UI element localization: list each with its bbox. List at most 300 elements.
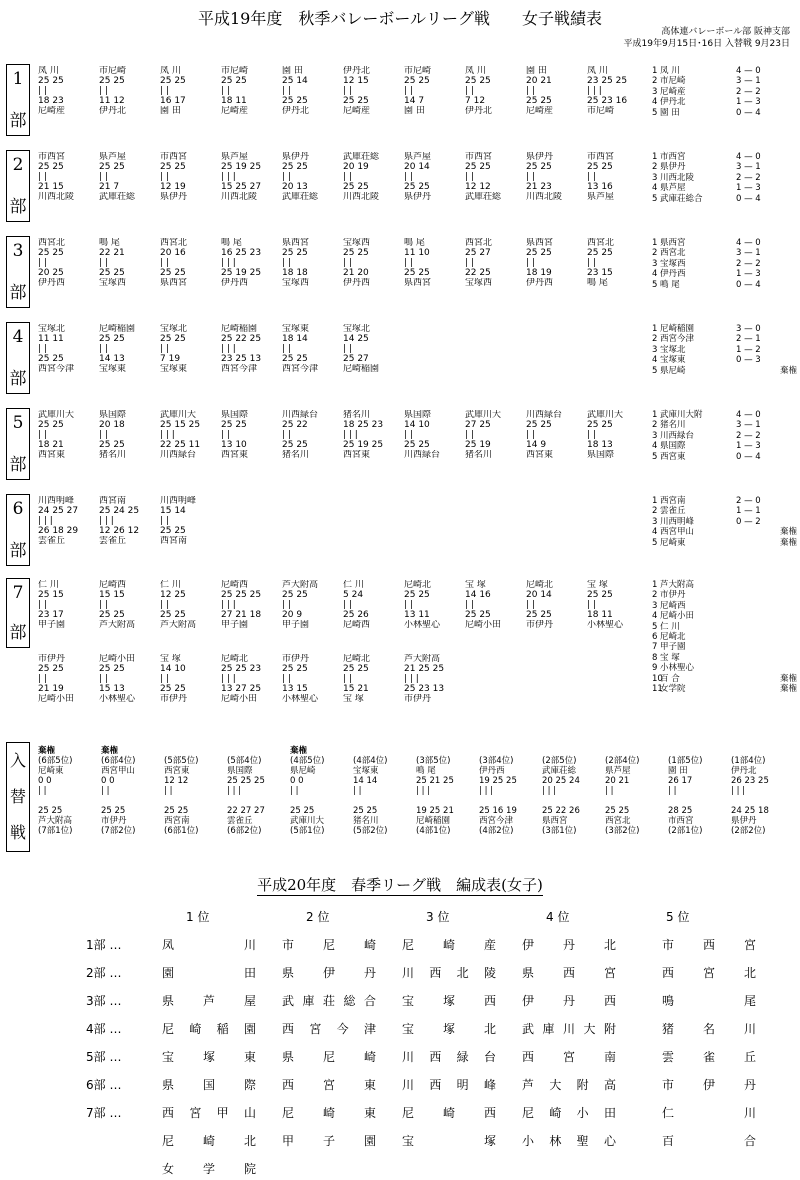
match-home-team: 鳴 尾 <box>404 238 425 248</box>
standing-team: 西宮北 <box>660 248 686 259</box>
standing-team: 尼崎小田 <box>660 611 695 622</box>
roster-row <box>86 1020 786 1040</box>
roster-row <box>86 1076 786 1096</box>
match-home-team: 市尼崎 <box>99 66 127 76</box>
match-set-divider: | | <box>160 344 169 354</box>
match-home-scores: 25 25 <box>465 162 491 172</box>
standing-rank: 4 <box>652 611 658 622</box>
standing-rank: 3 <box>652 516 658 527</box>
match-result <box>404 654 462 704</box>
roster-team: 県 国 際 <box>162 1078 256 1092</box>
standing-rank: 3 <box>652 600 658 611</box>
match-away-scores: 25 25 <box>160 684 186 694</box>
match-away-team: 甲子園 <box>282 620 310 630</box>
match-home-scores: 25 25 <box>282 248 308 258</box>
match-set-divider: | | <box>282 430 291 440</box>
match-away-team: 尼崎産 <box>526 106 554 116</box>
match-result <box>282 654 340 704</box>
match-away-team: 尼崎産 <box>38 106 66 116</box>
standing-record: 2 — 1 <box>736 334 761 345</box>
match-home-scores: 25 25 <box>99 664 125 674</box>
playoff-home-seed: (6部4位) <box>101 756 136 766</box>
standing-team: 尼崎東 <box>660 537 686 548</box>
match-home-team: 尼崎西 <box>221 580 249 590</box>
match-away-scores: 12 19 <box>160 182 186 192</box>
playoff-spacer <box>479 796 541 806</box>
standing-team: 川西明峰 <box>660 516 695 527</box>
match-away-scores: 25 27 <box>343 354 369 364</box>
match-set-divider: | | <box>343 344 352 354</box>
roster-team: 尼 崎 東 <box>282 1106 376 1120</box>
playoff-set-divider: | | | <box>227 786 241 796</box>
standing-team: 県西宮 <box>660 238 686 248</box>
playoff-spacer <box>101 796 163 806</box>
playoff-spacer <box>731 796 793 806</box>
playoff-home-seed: (1部4位) <box>731 756 766 766</box>
standing-rank: 7 <box>652 642 658 653</box>
match-away-scores: 25 19 <box>465 440 491 450</box>
match-home-scores: 25 25 <box>38 162 64 172</box>
standing-record: 3 — 0 <box>736 324 761 334</box>
match-home-team: 猪名川 <box>343 410 371 420</box>
roster-team: 百 合 <box>662 1134 756 1148</box>
match-home-scores: 25 25 <box>99 162 125 172</box>
match-away-scores: 25 25 <box>404 182 430 192</box>
match-away-scores: 14 7 <box>404 96 425 106</box>
match-result <box>343 152 401 202</box>
match-home-team: 凤 川 <box>465 66 486 76</box>
match-set-divider: | | <box>282 600 291 610</box>
match-home-team: 宝 塚 <box>160 654 181 664</box>
standings-list <box>652 580 800 694</box>
match-home-team: 西宮南 <box>99 496 127 506</box>
standing-team: 凤 川 <box>660 66 680 76</box>
standing-rank: 4 <box>652 97 658 108</box>
standing-record: 4 — 0 <box>736 410 761 420</box>
standing-team: 尼崎北 <box>660 631 686 642</box>
standing-rank: 5 <box>652 451 658 462</box>
match-result <box>404 580 462 630</box>
match-home-scores: 25 25 <box>465 76 491 86</box>
roster-division-label: 4部 … <box>86 1022 122 1036</box>
match-home-team: 武庫川大 <box>38 410 75 420</box>
roster-team: 県 西 宮 <box>522 966 616 980</box>
standing-row <box>652 622 800 632</box>
match-home-team: 園 田 <box>526 66 547 76</box>
match-home-team: 県国際 <box>404 410 432 420</box>
match-home-scores: 25 25 <box>38 248 64 258</box>
match-home-team: 県国際 <box>221 410 249 420</box>
standing-team: 猪名川 <box>660 420 686 431</box>
standing-record: 2 — 2 <box>736 172 761 183</box>
match-home-team: 県伊丹 <box>282 152 310 162</box>
match-away-team: 西宮東 <box>343 450 371 460</box>
match-home-team: 西宮北 <box>38 238 66 248</box>
match-away-scores: 25 25 <box>404 268 430 278</box>
match-set-divider: | | | <box>160 430 175 440</box>
match-home-scores: 25 25 <box>526 162 552 172</box>
playoff-game <box>290 746 352 836</box>
match-result <box>343 66 401 116</box>
match-result <box>587 580 645 630</box>
match-set-divider: | | <box>404 258 413 268</box>
match-away-team: 武庫荘総 <box>465 192 502 202</box>
playoff-spacer <box>605 796 667 806</box>
standing-team: 芦大附高 <box>660 580 695 590</box>
playoff-forfeit: 棄権 <box>38 746 56 756</box>
match-home-team: 宝 塚 <box>587 580 608 590</box>
standing-rank: 6 <box>652 631 658 642</box>
playoff-spacer <box>353 796 415 806</box>
match-set-divider: | | <box>465 172 474 182</box>
match-result <box>99 238 157 288</box>
match-home-scores: 25 25 <box>160 162 186 172</box>
playoff-away-seed: (6部2位) <box>227 826 262 836</box>
match-away-scores: 20 13 <box>282 182 308 192</box>
match-away-scores: 11 12 <box>99 96 125 106</box>
playoff-away-team: 猪名川 <box>353 816 379 826</box>
match-home-scores: 5 24 <box>343 590 364 600</box>
playoff-home-scores: 0 0 <box>290 776 304 786</box>
match-home-team: 伊丹北 <box>343 66 371 76</box>
match-home-scores: 18 14 <box>282 334 308 344</box>
standing-record: 2 — 0 <box>736 496 761 506</box>
playoff-away-scores: 22 27 27 <box>227 806 265 816</box>
division-bu: 部 <box>9 541 27 561</box>
playoff-set-divider: | | <box>101 786 110 796</box>
match-away-team: 伊丹西 <box>343 278 371 288</box>
match-set-divider: | | <box>343 600 352 610</box>
match-away-team: 伊丹北 <box>282 106 310 116</box>
match-result <box>221 66 279 116</box>
roster-team: 宝 塚 西 <box>402 994 496 1008</box>
division-number: 4 <box>12 327 24 347</box>
match-home-team: 市西宮 <box>587 152 615 162</box>
playoff-home-team: 西宮甲山 <box>101 766 136 776</box>
playoff-home-scores: 19 25 25 <box>479 776 517 786</box>
standing-record: 3 — 1 <box>736 420 761 431</box>
standings-list <box>652 66 800 118</box>
standing-record: 0 — 4 <box>736 451 761 462</box>
standing-row <box>652 538 800 548</box>
standing-rank: 5 <box>652 537 658 548</box>
playoff-away-team: 西宮北 <box>605 816 631 826</box>
playoff-home-seed: (4部4位) <box>353 756 388 766</box>
standing-rank: 1 <box>652 324 658 334</box>
match-home-team: 武庫荘総 <box>343 152 380 162</box>
roster-team: 県 伊 丹 <box>282 966 376 980</box>
playoff-away-scores: 25 25 <box>290 806 315 816</box>
roster-team: 伊 丹 西 <box>522 994 616 1008</box>
match-away-team: 西宮今津 <box>221 364 258 374</box>
match-away-team: 宝塚西 <box>99 278 127 288</box>
playoff-away-seed: (2部2位) <box>731 826 766 836</box>
standing-record: 1 — 2 <box>736 344 761 355</box>
match-away-scores: 25 25 <box>404 440 430 450</box>
match-home-team: 市西宮 <box>160 152 188 162</box>
match-result <box>343 580 401 630</box>
playoff-set-divider: | | <box>290 786 299 796</box>
roster-row <box>86 1132 786 1152</box>
playoff-spacer <box>416 796 478 806</box>
match-home-team: 武庫川大 <box>160 410 197 420</box>
match-result <box>526 66 584 116</box>
playoff-home-seed: (2部4位) <box>605 756 640 766</box>
standing-record: 1 — 3 <box>736 269 761 280</box>
standing-team: 伊丹北 <box>660 97 686 108</box>
match-set-divider: | | <box>160 258 169 268</box>
standing-row <box>652 183 800 193</box>
standing-rank: 8 <box>652 652 658 663</box>
match-home-team: 尼崎稲園 <box>221 324 258 334</box>
roster-row <box>86 1104 786 1124</box>
standing-rank: 1 <box>652 410 658 420</box>
standing-team: 尼崎稲園 <box>660 324 695 334</box>
match-away-scores: 25 25 <box>526 610 552 620</box>
playoff-label-char: 戦 <box>9 823 26 842</box>
match-set-divider: | | <box>160 172 169 182</box>
match-home-team: 宝塚東 <box>282 324 310 334</box>
match-away-scores: 18 18 <box>282 268 308 278</box>
match-away-scores: 25 25 <box>160 526 186 536</box>
match-home-scores: 25 25 <box>99 76 125 86</box>
match-home-scores: 25 14 <box>282 76 308 86</box>
match-set-divider: | | | <box>221 674 236 684</box>
match-away-scores: 12 26 12 <box>99 526 140 536</box>
playoff-home-scores: 25 25 25 <box>227 776 265 786</box>
match-away-team: 西宮東 <box>38 450 66 460</box>
match-set-divider: | | <box>343 674 352 684</box>
standing-note: 棄権 <box>780 683 798 694</box>
playoff-away-seed: (4部1位) <box>416 826 451 836</box>
standing-row <box>652 66 800 76</box>
standing-row <box>652 97 800 107</box>
match-home-team: 西宮北 <box>160 238 188 248</box>
match-home-team: 芦大附高 <box>404 654 441 664</box>
match-set-divider: | | <box>38 86 47 96</box>
match-home-team: 仁 川 <box>160 580 181 590</box>
playoff-away-scores: 28 25 <box>668 806 693 816</box>
standing-record: 2 — 2 <box>736 258 761 269</box>
playoff-label-char: 替 <box>9 787 26 806</box>
match-home-team: 武庫川大 <box>587 410 624 420</box>
match-set-divider: | | <box>282 172 291 182</box>
match-away-team: 伊丹北 <box>99 106 127 116</box>
match-set-divider: | | <box>282 344 291 354</box>
match-home-team: 尼崎北 <box>221 654 249 664</box>
match-away-scores: 25 25 <box>282 96 308 106</box>
playoff-game <box>164 746 226 836</box>
division-label <box>6 494 30 566</box>
match-result <box>526 410 584 460</box>
match-home-team: 宝塚北 <box>38 324 66 334</box>
match-home-scores: 14 16 <box>465 590 491 600</box>
playoff-home-seed: (5部4位) <box>227 756 262 766</box>
standing-team: 市伊丹 <box>660 590 686 601</box>
match-home-scores: 25 15 <box>38 590 64 600</box>
playoff-away-scores: 24 25 18 <box>731 806 769 816</box>
roster-header: 3 位 <box>426 910 450 924</box>
roster-row <box>86 964 786 984</box>
playoff-away-team: 武庫川大 <box>290 816 325 826</box>
match-away-scores: 15 13 <box>99 684 125 694</box>
match-set-divider: | | <box>404 600 413 610</box>
match-set-divider: | | <box>343 172 352 182</box>
roster-team: 芦大附高 <box>522 1078 616 1092</box>
standing-row <box>652 173 800 183</box>
playoff-game <box>731 746 793 836</box>
match-away-team: 尼崎小田 <box>38 694 75 704</box>
match-home-scores: 25 25 <box>404 76 430 86</box>
standing-row <box>652 527 800 537</box>
division-label <box>6 408 30 480</box>
playoff-game <box>227 746 289 836</box>
match-home-scores: 12 15 <box>343 76 369 86</box>
standing-record: 1 — 1 <box>736 506 761 517</box>
match-away-team: 川西緑台 <box>160 450 197 460</box>
playoff-away-seed: (4部2位) <box>479 826 514 836</box>
standing-rank: 1 <box>652 238 658 248</box>
match-result <box>282 324 340 374</box>
playoff-home-team: 尼崎東 <box>38 766 64 776</box>
playoff-label-char: 入 <box>9 751 26 770</box>
standing-rank: 11 <box>652 683 663 694</box>
playoff-label <box>6 742 30 852</box>
match-away-scores: 21 19 <box>38 684 64 694</box>
match-away-scores: 21 23 <box>526 182 552 192</box>
playoff-home-scores: 20 25 24 <box>542 776 580 786</box>
standing-row <box>652 280 800 290</box>
match-set-divider: | | <box>160 516 169 526</box>
match-home-scores: 24 25 27 <box>38 506 79 516</box>
standings-list <box>652 410 800 462</box>
match-set-divider: | | <box>343 258 352 268</box>
match-away-scores: 18 21 <box>38 440 64 450</box>
playoff-set-divider: | | <box>605 786 614 796</box>
standing-rank: 2 <box>652 506 658 517</box>
match-away-team: 尼崎西 <box>343 620 371 630</box>
standing-row <box>652 684 800 694</box>
standing-record: 1 — 3 <box>736 97 761 108</box>
match-set-divider: | | <box>38 674 47 684</box>
standing-row <box>652 194 800 204</box>
match-away-team: 川西北陵 <box>343 192 380 202</box>
roster-division-label: 2部 … <box>86 966 122 980</box>
match-result <box>465 410 523 460</box>
standing-rank: 3 <box>652 172 658 183</box>
match-away-scores: 20 25 <box>38 268 64 278</box>
playoff-spacer <box>542 796 604 806</box>
standing-record: 0 — 4 <box>736 193 761 204</box>
standing-record: 2 — 2 <box>736 86 761 97</box>
match-away-team: 武庫荘総 <box>99 192 136 202</box>
standing-note: 棄権 <box>780 365 798 376</box>
playoff-away-seed: (5部2位) <box>353 826 388 836</box>
match-away-team: 芦大附高 <box>160 620 197 630</box>
standing-row <box>652 441 800 451</box>
match-home-scores: 25 27 <box>465 248 491 258</box>
match-set-divider: | | <box>587 258 596 268</box>
playoff-set-divider: | | | <box>416 786 430 796</box>
division-label <box>6 64 30 136</box>
match-result <box>160 410 218 460</box>
standing-row <box>652 238 800 248</box>
playoff-spacer <box>227 796 289 806</box>
match-home-scores: 12 25 <box>160 590 186 600</box>
standing-record: 0 — 4 <box>736 279 761 290</box>
match-home-team: 凤 川 <box>38 66 59 76</box>
playoff-home-seed: (3部5位) <box>416 756 451 766</box>
match-away-team: 市尼崎 <box>587 106 615 116</box>
match-home-team: 武庫川大 <box>465 410 502 420</box>
playoff-set-divider: | | | <box>479 786 493 796</box>
standing-note: 棄権 <box>780 537 798 548</box>
match-home-scores: 11 11 <box>38 334 64 344</box>
match-away-scores: 16 17 <box>160 96 186 106</box>
match-away-team: 県西宮 <box>160 278 188 288</box>
division-number: 7 <box>12 583 24 603</box>
playoff-away-team: 西宮今津 <box>479 816 514 826</box>
standing-team: 宝塚東 <box>660 355 686 366</box>
standing-rank: 2 <box>652 248 658 259</box>
match-set-divider: | | <box>587 172 596 182</box>
standing-team: 川西北陵 <box>660 172 695 183</box>
match-away-team: 園 田 <box>160 106 181 116</box>
division-3 <box>6 236 794 310</box>
match-set-divider: | | <box>282 258 291 268</box>
playoff-away-seed: (7部1位) <box>38 826 73 836</box>
roster-team: 西 宮 南 <box>522 1050 616 1064</box>
match-home-scores: 25 25 25 <box>221 590 262 600</box>
match-away-team: 西宮東 <box>221 450 249 460</box>
match-set-divider: | | <box>99 172 108 182</box>
division-bu: 部 <box>9 623 27 643</box>
match-home-team: 西宮北 <box>587 238 615 248</box>
standing-row <box>652 269 800 279</box>
match-set-divider: | | | <box>221 344 236 354</box>
standings-list <box>652 324 800 376</box>
match-away-scores: 25 25 <box>343 182 369 192</box>
standing-row <box>652 674 800 684</box>
standing-team: 鳴 尾 <box>660 279 680 290</box>
division-number: 5 <box>12 413 24 433</box>
organizer-info <box>624 26 790 50</box>
match-away-scores: 25 19 25 <box>221 268 262 278</box>
match-result <box>526 152 584 202</box>
match-set-divider: | | | <box>99 516 114 526</box>
playoff-block <box>6 742 794 858</box>
roster-team: 尼崎稲園 <box>162 1022 256 1036</box>
roster-header: 4 位 <box>546 910 570 924</box>
match-away-scores: 14 9 <box>526 440 547 450</box>
roster-team: 市 伊 丹 <box>662 1078 756 1092</box>
standing-team: 県尼崎 <box>660 365 686 376</box>
playoff-set-divider: | | <box>668 786 677 796</box>
match-home-scores: 25 25 <box>526 248 552 258</box>
match-set-divider: | | <box>160 86 169 96</box>
standing-note: 棄権 <box>780 527 798 538</box>
match-home-scores: 16 25 23 <box>221 248 262 258</box>
match-result <box>282 66 340 116</box>
match-set-divider: | | <box>38 600 47 610</box>
match-home-team: 市西宮 <box>465 152 493 162</box>
match-away-scores: 25 23 13 <box>404 684 445 694</box>
match-away-team: 宝塚東 <box>160 364 188 374</box>
match-home-team: 市尼崎 <box>404 66 432 76</box>
division-bu: 部 <box>9 369 27 389</box>
match-home-scores: 25 25 <box>38 420 64 430</box>
match-away-team: 宝 塚 <box>343 694 364 704</box>
